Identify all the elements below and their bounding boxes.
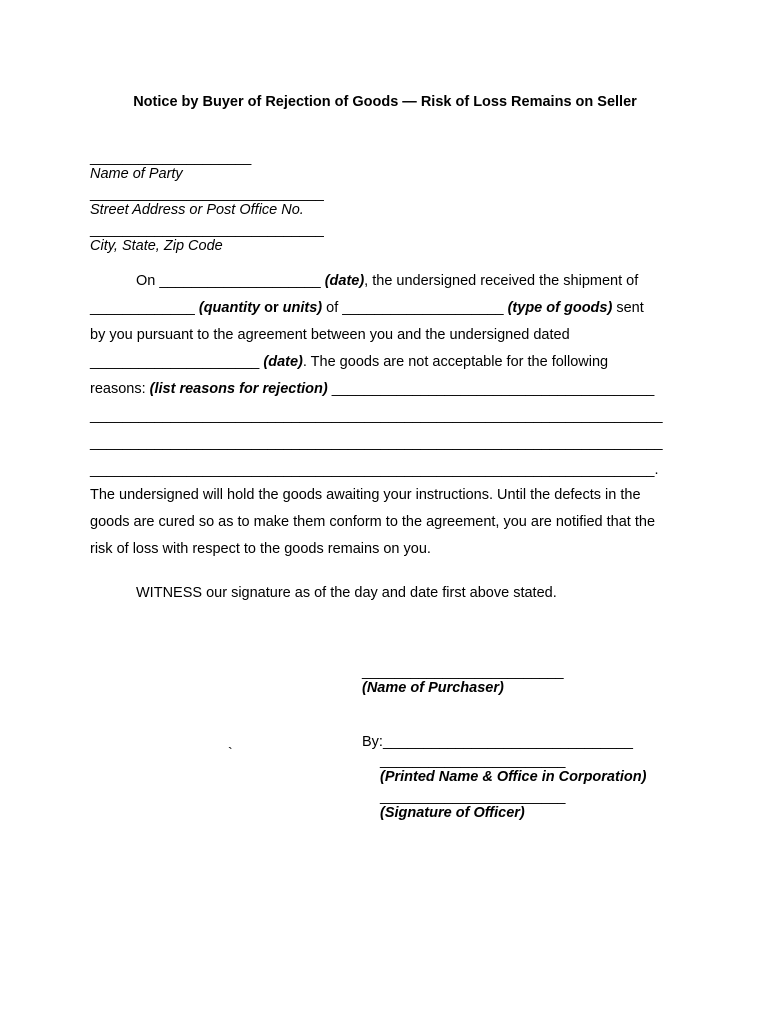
officer-signature-line: _______________________: [380, 789, 566, 805]
body-line-1: [136, 273, 638, 289]
reasons-blank: ________________________________________: [327, 381, 655, 397]
units-label: units): [278, 300, 323, 316]
street-address-line: _____________________________: [90, 186, 324, 202]
reasons-blank-line-1: _______________________________________________________________________: [90, 408, 663, 424]
reasons-blank-line-2: _______________________________________________________________________: [90, 435, 663, 451]
witness-statement: WITNESS our signature as of the day and date first above stated.: [136, 585, 557, 601]
paragraph-2-line-2: goods are cured so as to make them conform to the agreement, you are notified that the: [90, 514, 656, 530]
reasons-blank-line-3: ______________________________________________________________________.: [90, 462, 659, 478]
agreement-date-blank: _____________________: [90, 354, 264, 370]
purchaser-name-label: (Name of Purchaser): [362, 680, 504, 696]
printed-name-label: (Printed Name & Office in Corporation): [380, 769, 647, 785]
city-state-zip-line: _____________________________: [90, 222, 324, 238]
body-line-4: [90, 354, 608, 370]
body-line-1-start: On ____________________: [136, 273, 325, 289]
type-of-goods-label: (type of goods): [507, 300, 613, 316]
document-title: Notice by Buyer of Rejection of Goods — Risk of Loss Remains on Seller: [133, 94, 637, 110]
paragraph-2-line-1: The undersigned will hold the goods awaiting your instructions. Until the defects in the: [90, 487, 641, 503]
agreement-date-label: (date): [263, 354, 303, 370]
by-signature-line: By:_______________________________: [362, 734, 633, 750]
date-label: (date): [324, 273, 365, 289]
paragraph-2-line-3: risk of loss with respect to the goods remains on you.: [90, 541, 431, 557]
sent-text: sent: [612, 300, 644, 316]
quantity-label: (quantity: [198, 300, 265, 316]
or-label: or: [264, 300, 279, 316]
body-line-1-end: , the undersigned received the shipment of: [364, 273, 639, 289]
reasons-text: reasons:: [90, 381, 150, 397]
list-reasons-label: (list reasons for rejection): [149, 381, 328, 397]
printed-name-line: _______________________: [380, 753, 566, 769]
city-state-zip-label: City, State, Zip Code: [90, 238, 223, 254]
body-line-4-end: . The goods are not acceptable for the following: [302, 354, 609, 370]
street-address-label: Street Address or Post Office No.: [90, 202, 304, 218]
party-name-line: ____________________: [90, 150, 252, 166]
body-line-2: [90, 300, 644, 316]
quantity-blank: _____________: [90, 300, 199, 316]
body-line-3: by you pursuant to the agreement between you and the undersigned dated: [90, 327, 570, 343]
of-blank: of ____________________: [322, 300, 508, 316]
officer-signature-label: (Signature of Officer): [380, 805, 525, 821]
party-name-label: Name of Party: [90, 166, 183, 182]
stray-tick-mark: `: [228, 744, 233, 760]
body-line-5: [90, 381, 654, 397]
purchaser-signature-line: _________________________: [362, 664, 564, 680]
